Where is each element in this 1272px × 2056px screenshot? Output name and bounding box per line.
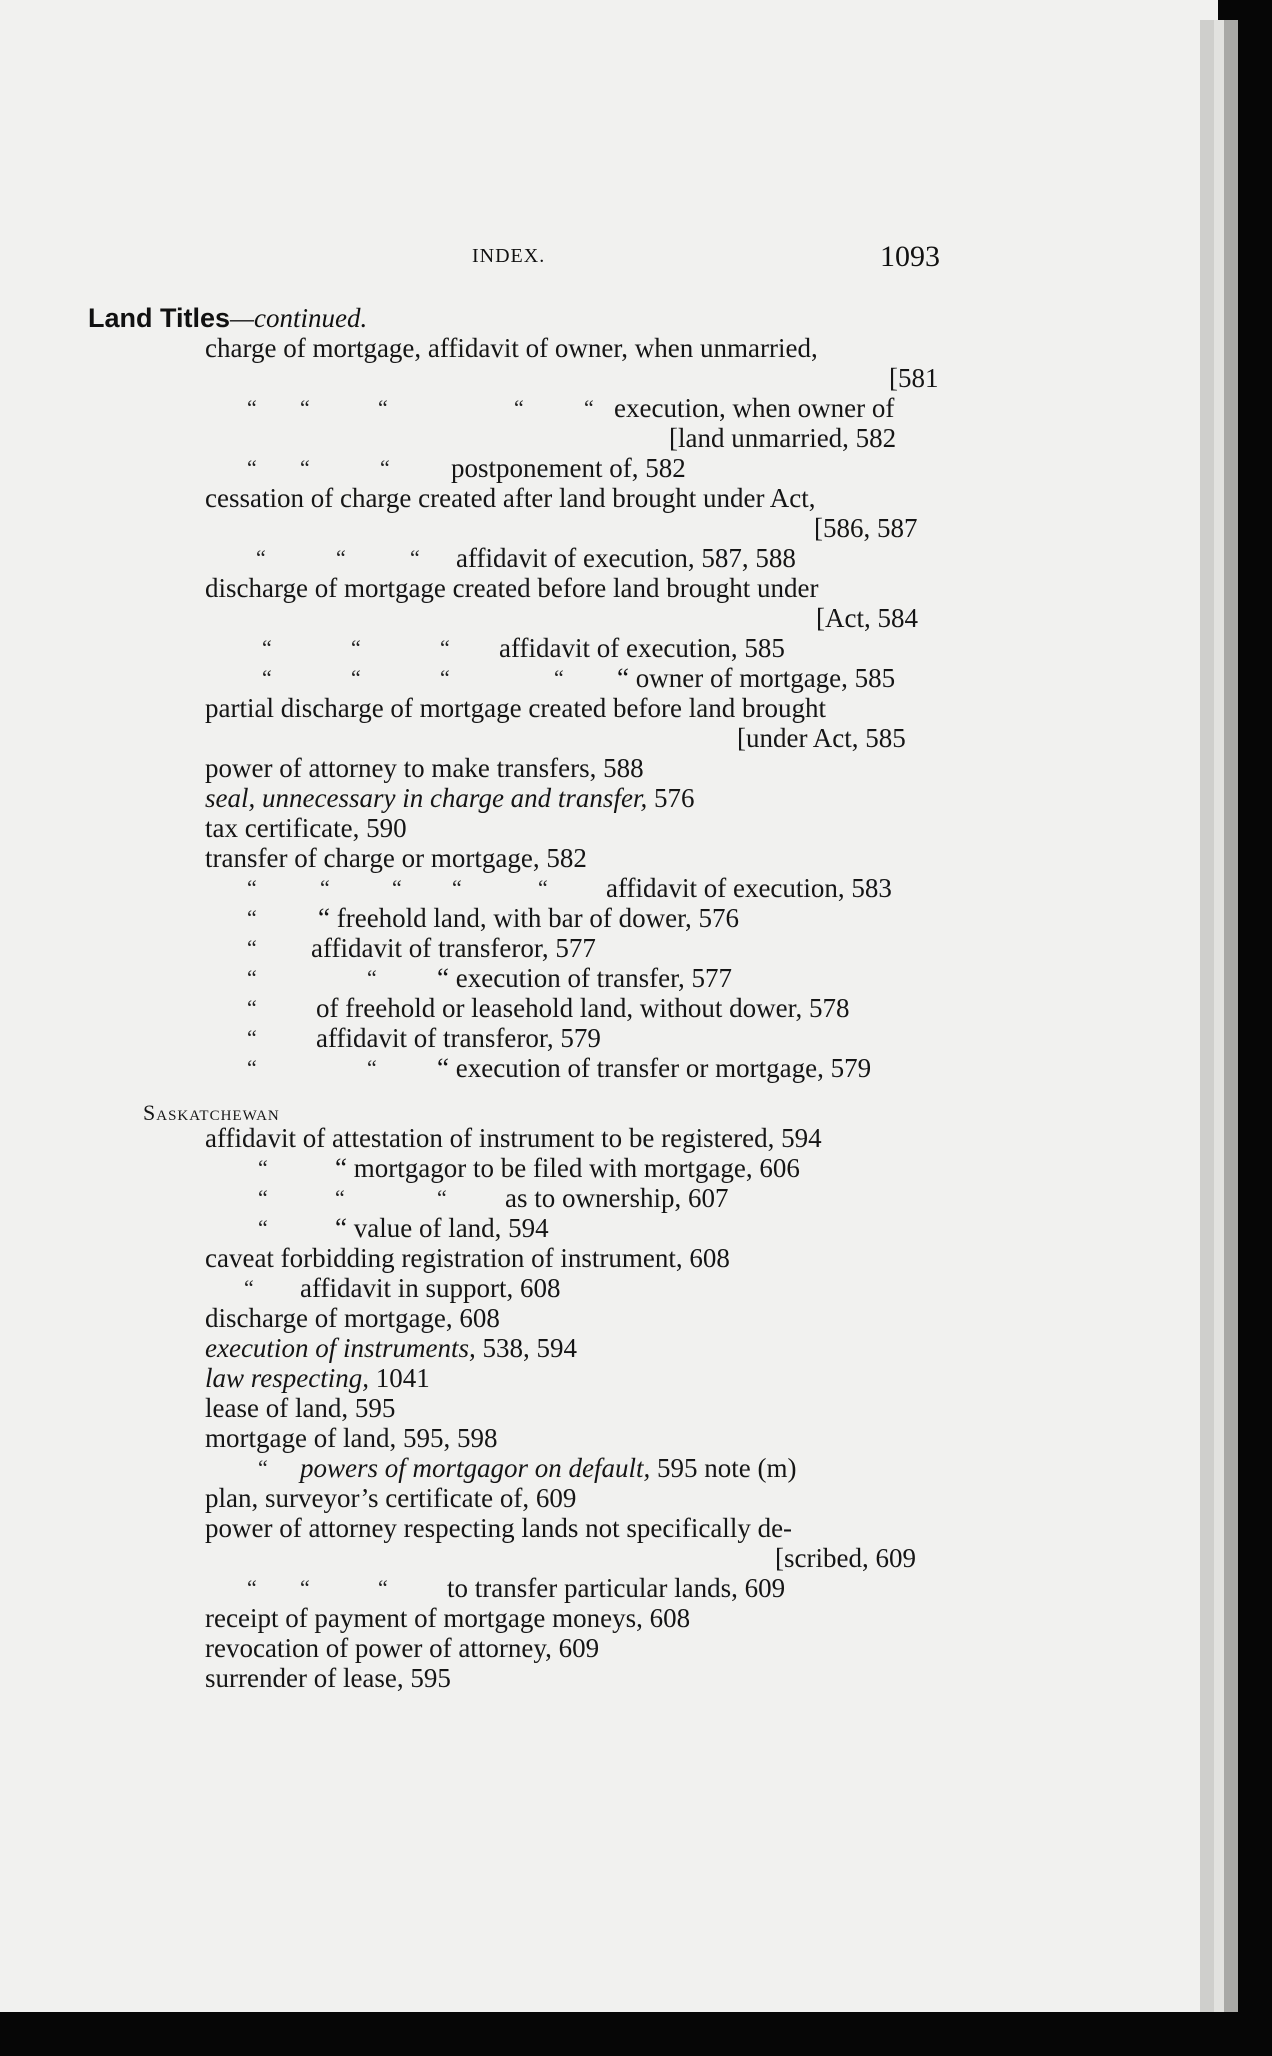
index-entry: caveat forbidding registration of instrument, 608 (205, 1243, 730, 1273)
index-entry: affidavit of attestation of instrument to be registered, 594 (205, 1123, 822, 1153)
index-entry: of freehold or leasehold land, without dower, 578 (316, 993, 850, 1023)
index-entry: [scribed, 609 (775, 1543, 916, 1573)
ditto-mark: “ (247, 395, 257, 420)
index-entry: tax certificate, 590 (205, 813, 407, 843)
index-entry: “ execution of transfer or mortgage, 579 (437, 1053, 872, 1083)
index-entry: plan, surveyor’s certificate of, 609 (205, 1483, 577, 1513)
ditto-mark: “ (258, 1155, 268, 1180)
page-ref: 1041 (375, 1363, 430, 1393)
page-ref: 595 note (m) (657, 1453, 797, 1483)
index-entry: “ execution of transfer, 577 (437, 963, 733, 993)
heading-continued: —continued. (230, 303, 368, 333)
index-entry (300, 1453, 797, 1483)
ditto-mark: “ (244, 1275, 254, 1300)
ditto-mark: “ (392, 875, 402, 900)
index-entry: revocation of power of attorney, 609 (205, 1633, 600, 1663)
index-entry: partial discharge of mortgage created before land brought (205, 693, 826, 723)
index-entry (205, 1363, 430, 1393)
ditto-mark: “ (300, 455, 310, 480)
index-entry (205, 783, 694, 813)
index-entry: lease of land, 595 (205, 1393, 396, 1423)
index-entry: [586, 587 (814, 513, 918, 543)
index-entry: affidavit of transferor, 577 (311, 933, 596, 963)
ditto-mark: “ (256, 545, 266, 570)
page-edge (1224, 20, 1238, 2012)
index-entry: power of attorney to make transfers, 588 (205, 753, 644, 783)
ditto-mark: “ (262, 665, 272, 690)
ditto-mark: “ (538, 875, 548, 900)
ditto-mark: “ (300, 1575, 310, 1600)
ditto-mark: “ (247, 905, 257, 930)
ditto-mark: “ (351, 665, 361, 690)
ditto-mark: “ (378, 1575, 388, 1600)
index-entry: affidavit of execution, 587, 588 (456, 543, 796, 573)
index-entry (205, 1333, 577, 1363)
index-entry: cessation of charge created after land brought under Act, (205, 483, 816, 513)
index-entry: power of attorney respecting lands not specifically de- (205, 1513, 793, 1543)
ditto-mark: “ (247, 965, 257, 990)
ditto-mark: “ (262, 635, 272, 660)
index-entry: affidavit in support, 608 (300, 1273, 561, 1303)
index-entry: “ owner of mortgage, 585 (617, 663, 896, 693)
ditto-mark: “ (440, 635, 450, 660)
ditto-mark: “ (554, 665, 564, 690)
ditto-mark: “ (378, 395, 388, 420)
ditto-mark: “ (300, 395, 310, 420)
index-entry: discharge of mortgage created before land brought under (205, 573, 819, 603)
ditto-mark: “ (351, 635, 361, 660)
ditto-mark: “ (440, 665, 450, 690)
index-entry: affidavit of transferor, 579 (316, 1023, 601, 1053)
index-entry: [581 (889, 363, 939, 393)
page-edge (1200, 20, 1214, 2012)
index-entry: transfer of charge or mortgage, 582 (205, 843, 587, 873)
running-head: INDEX. (472, 245, 546, 267)
index-entry: [land unmarried, 582 (669, 423, 897, 453)
italic-term: execution of instruments, (205, 1333, 476, 1363)
page-edge (1214, 20, 1224, 2012)
index-entry: receipt of payment of mortgage moneys, 608 (205, 1603, 691, 1633)
ditto-mark: “ (410, 545, 420, 570)
italic-term: law respecting, (205, 1363, 369, 1393)
index-entry: surrender of lease, 595 (205, 1663, 451, 1693)
italic-term: powers of mortgagor on default, (300, 1453, 651, 1483)
index-entry: to transfer particular lands, 609 (447, 1573, 786, 1603)
heading-title: Land Titles (88, 303, 231, 333)
ditto-mark: “ (247, 875, 257, 900)
ditto-mark: “ (247, 1055, 257, 1080)
ditto-mark: “ (320, 875, 330, 900)
ditto-mark: “ (247, 1025, 257, 1050)
index-entry: charge of mortgage, affidavit of owner, when unmarried, (205, 333, 818, 363)
page-number: 1093 (880, 240, 940, 273)
ditto-mark: “ (247, 455, 257, 480)
ditto-mark: “ (514, 395, 524, 420)
page-ref: 576 (653, 783, 695, 813)
ditto-mark: “ (258, 1215, 268, 1240)
index-entry: “ value of land, 594 (335, 1213, 549, 1243)
ditto-mark: “ (584, 395, 594, 420)
ditto-mark: “ (336, 545, 346, 570)
page-ref: 538, 594 (482, 1333, 577, 1363)
ditto-mark: “ (437, 1185, 447, 1210)
ditto-mark: “ (258, 1455, 268, 1480)
ditto-mark: “ (367, 965, 377, 990)
ditto-mark: “ (247, 935, 257, 960)
index-entry: affidavit of execution, 585 (499, 633, 785, 663)
index-entry: [Act, 584 (816, 603, 918, 633)
section-heading (88, 303, 367, 334)
ditto-mark: “ (380, 455, 390, 480)
italic-term: seal, unnecessary in charge and transfer, (205, 783, 648, 813)
index-entry: postponement of, 582 (451, 453, 686, 483)
ditto-mark: “ (258, 1185, 268, 1210)
index-entry: mortgage of land, 595, 598 (205, 1423, 498, 1453)
index-entry: “ freehold land, with bar of dower, 576 (318, 903, 740, 933)
index-entry: as to ownership, 607 (505, 1183, 729, 1213)
ditto-mark: “ (367, 1055, 377, 1080)
index-entry: execution, when owner of (614, 393, 895, 423)
ditto-mark: “ (247, 995, 257, 1020)
index-entry: discharge of mortgage, 608 (205, 1303, 500, 1333)
ditto-mark: “ (247, 1575, 257, 1600)
subsection-heading: Saskatchewan (143, 1100, 280, 1125)
index-entry: [under Act, 585 (737, 723, 906, 753)
ditto-mark: “ (452, 875, 462, 900)
ditto-mark: “ (335, 1185, 345, 1210)
index-entry: “ mortgagor to be filed with mortgage, 606 (335, 1153, 800, 1183)
index-entry: affidavit of execution, 583 (606, 873, 892, 903)
